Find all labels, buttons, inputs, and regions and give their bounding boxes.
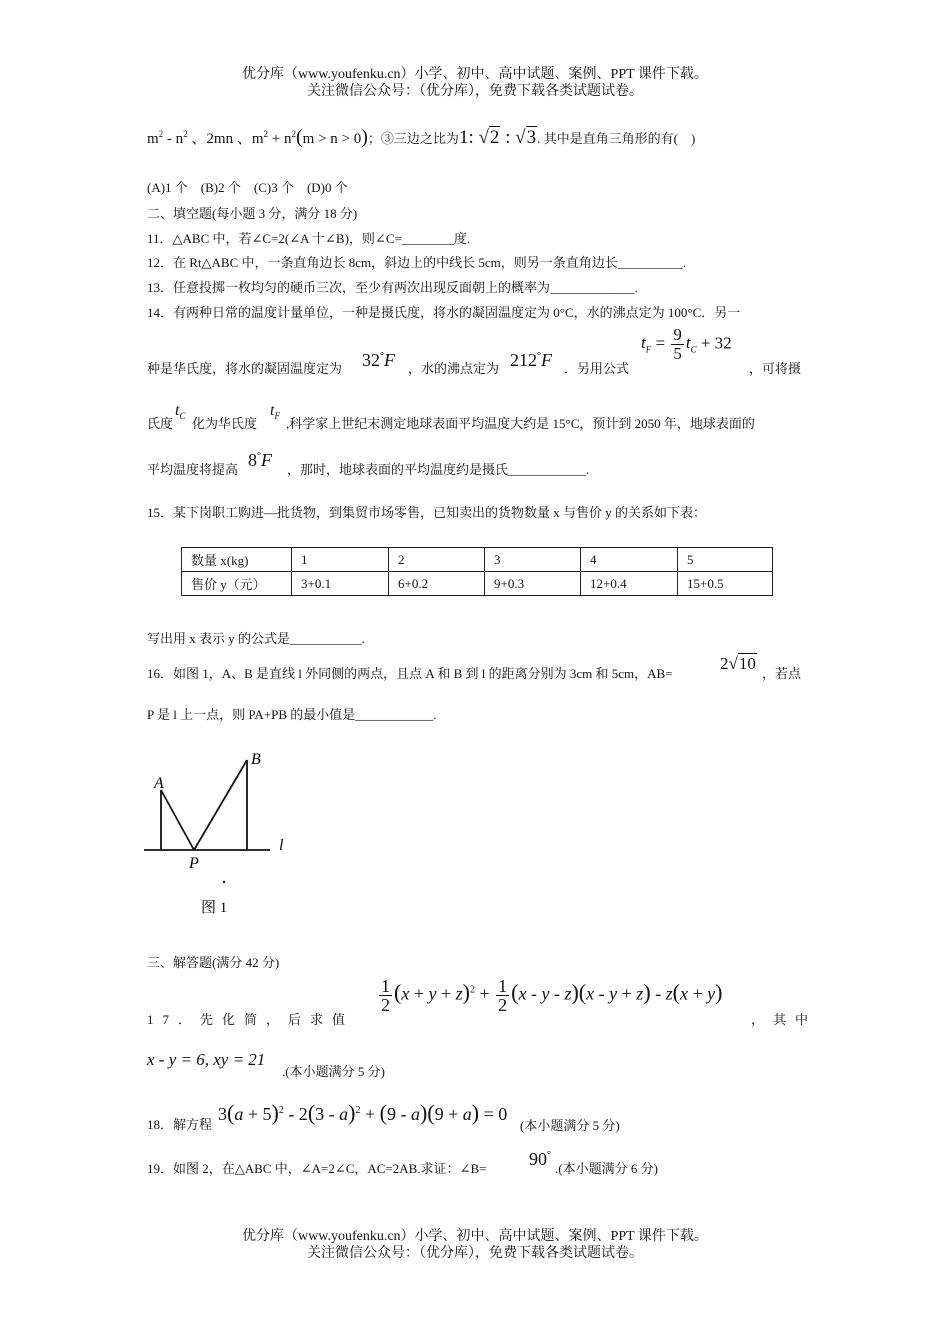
q12: 12．在 Rt△ABC 中，一条直角边长 8cm，斜边上的中线长 5cm，则另一条直角边长__________.	[147, 255, 687, 270]
q14-line4a: 平均温度将提高	[147, 462, 239, 477]
q15-table	[181, 547, 773, 596]
table-cell: 数量 x(kg)	[182, 548, 292, 572]
table-cell: 3+0.1	[292, 572, 389, 596]
q14-formula: $t_F$ = $\frac{9}{5}$ $t_C + 32$	[641, 325, 732, 363]
q15-text: 15．某下岗职工购进—批货物，到集贸市场零售，已知卖出的货物数量 x 与售价 y 的关系如下表：	[147, 505, 707, 520]
q14-line4b: ，那时，地球表面的平均温度约是摄氏____________.	[287, 462, 590, 477]
figure-1	[140, 746, 310, 926]
q17-condition: x - y = 6, xy = 21	[147, 1050, 266, 1069]
q14-line2c: ．另用公式	[564, 361, 630, 376]
q10-ratio: 1: √2 : √3	[458, 127, 537, 148]
q18-equation: $3(a + 5)^2 - 2(3 - a)^2 + (9 - a)(9 + a) = 0$	[218, 1100, 508, 1125]
q17-expression: $\frac{1}{2}$ $(x + y + z)^2$ + $\frac{1}{2}$ (x - y - z)(x - y + z) - z(x + y)	[381, 976, 723, 1015]
footer-line-2: 关注微信公众号：（优分库），免费下载各类试题试卷。	[307, 1246, 643, 1261]
table-row	[182, 548, 773, 572]
table-cell: 5	[678, 548, 773, 572]
table-cell: 1	[292, 548, 389, 572]
q17-note: .(本小题满分 5 分)	[282, 1064, 385, 1079]
q16-line1b: ，若点	[762, 666, 802, 681]
table-cell: 6+0.2	[389, 572, 485, 596]
q17-prefix: 17．先化简，后求值	[147, 1012, 355, 1027]
q16-line2: P 是 l 上一点，则 PA+PB 的最小值是____________.	[147, 707, 437, 722]
section2-title: 二、填空题(每小题 3 分，满分 18 分)	[147, 206, 358, 221]
table-cell: 2	[389, 548, 485, 572]
label-a: A	[154, 775, 164, 792]
header-line-1: 优分库（www.youfenku.cn）小学、初中、高中试题、案例、PPT 课件下载。	[242, 67, 708, 82]
q18-prefix: 18．解方程	[147, 1117, 213, 1132]
q14-boil-f: 212°F	[510, 350, 552, 370]
section3-title: 三、解答题(满分 42 分)	[147, 955, 280, 970]
table-row	[182, 572, 773, 596]
q10-tail: ；③三边之比为	[367, 131, 459, 146]
label-p: P	[189, 855, 199, 872]
q13: 13．任意投掷一枚均匀的硬币三次，至少有两次出现反面朝上的概率为_____________.	[147, 280, 638, 295]
q10-sides-formula: $m^2 - n^2$ 、2mn 、$m^2 + n^2(m > n > 0)$	[147, 126, 368, 148]
q14-line1: 14．有两种日常的温度计量单位，一种是摄氏度，将水的凝固温度定为 0°C，水的沸点定为 100°C．另一	[147, 305, 741, 320]
q14-tc: $t_C$	[175, 402, 186, 422]
figure-1-caption: 图 1	[201, 900, 228, 916]
table-cell: 售价 y（元）	[182, 572, 292, 596]
table-cell: 3	[485, 548, 581, 572]
footer-line-1: 优分库（www.youfenku.cn）小学、初中、高中试题、案例、PPT 课件下载。	[242, 1229, 708, 1244]
q16-line1a: 16．如图 1，A、B 是直线 l 外同侧的两点，且点 A 和 B 到 l 的距离分别为 3cm 和 5cm，AB=	[147, 666, 673, 681]
q10-question: . 其中是直角三角形的有( )	[537, 131, 696, 146]
q10-options: (A)1 个 (B)2 个 (C)3 个 (D)0 个	[147, 180, 348, 195]
q14-line2a: 种是华氏度，将水的凝固温度定为	[147, 361, 343, 376]
q14-line2d: ，可将摄	[749, 361, 802, 376]
q14-line3b: 化为华氏度	[192, 416, 258, 431]
segment-ap	[161, 790, 194, 850]
q15-after: 写出用 x 表示 y 的公式是___________.	[147, 631, 365, 646]
q19-note: .(本小题满分 6 分)	[555, 1161, 658, 1176]
label-l: l	[279, 837, 284, 854]
q11: 11．△ABC 中，若∠C=2(∠A 十∠B)，则∠C=________度.	[147, 231, 471, 246]
q19-text: 19．如图 2，在△ABC 中，∠A=2∠C，AC=2AB.求证：∠B=	[147, 1161, 487, 1176]
header-line-2: 关注微信公众号：（优分库），免费下载各类试题试卷。	[307, 84, 643, 99]
q14-freeze-f: 32°F	[362, 350, 395, 370]
q17-suffix: ，其中	[751, 1012, 818, 1027]
speck	[223, 881, 225, 883]
q14-line2b: ，水的沸点定为	[408, 361, 500, 376]
q16-ab-value: 2√10	[720, 654, 756, 673]
table-cell: 15+0.5	[678, 572, 773, 596]
q14-line3a: 氏度	[147, 416, 174, 431]
table-cell: 9+0.3	[485, 572, 581, 596]
q10-line	[147, 126, 695, 149]
label-b: B	[251, 751, 261, 768]
q19-angle: 90°	[529, 1149, 551, 1169]
q14-line3c: ,科学家上世纪末测定地球表面平均温度大约是 15°C，预计到 2050 年，地球表面的	[286, 416, 755, 431]
q14-rise-f: 8°F	[248, 450, 272, 470]
segment-pb	[194, 760, 247, 850]
q14-tf: $t_F$	[270, 402, 280, 422]
table-cell: 12+0.4	[581, 572, 678, 596]
table-cell: 4	[581, 548, 678, 572]
q18-note: (本小题满分 5 分)	[520, 1118, 620, 1133]
